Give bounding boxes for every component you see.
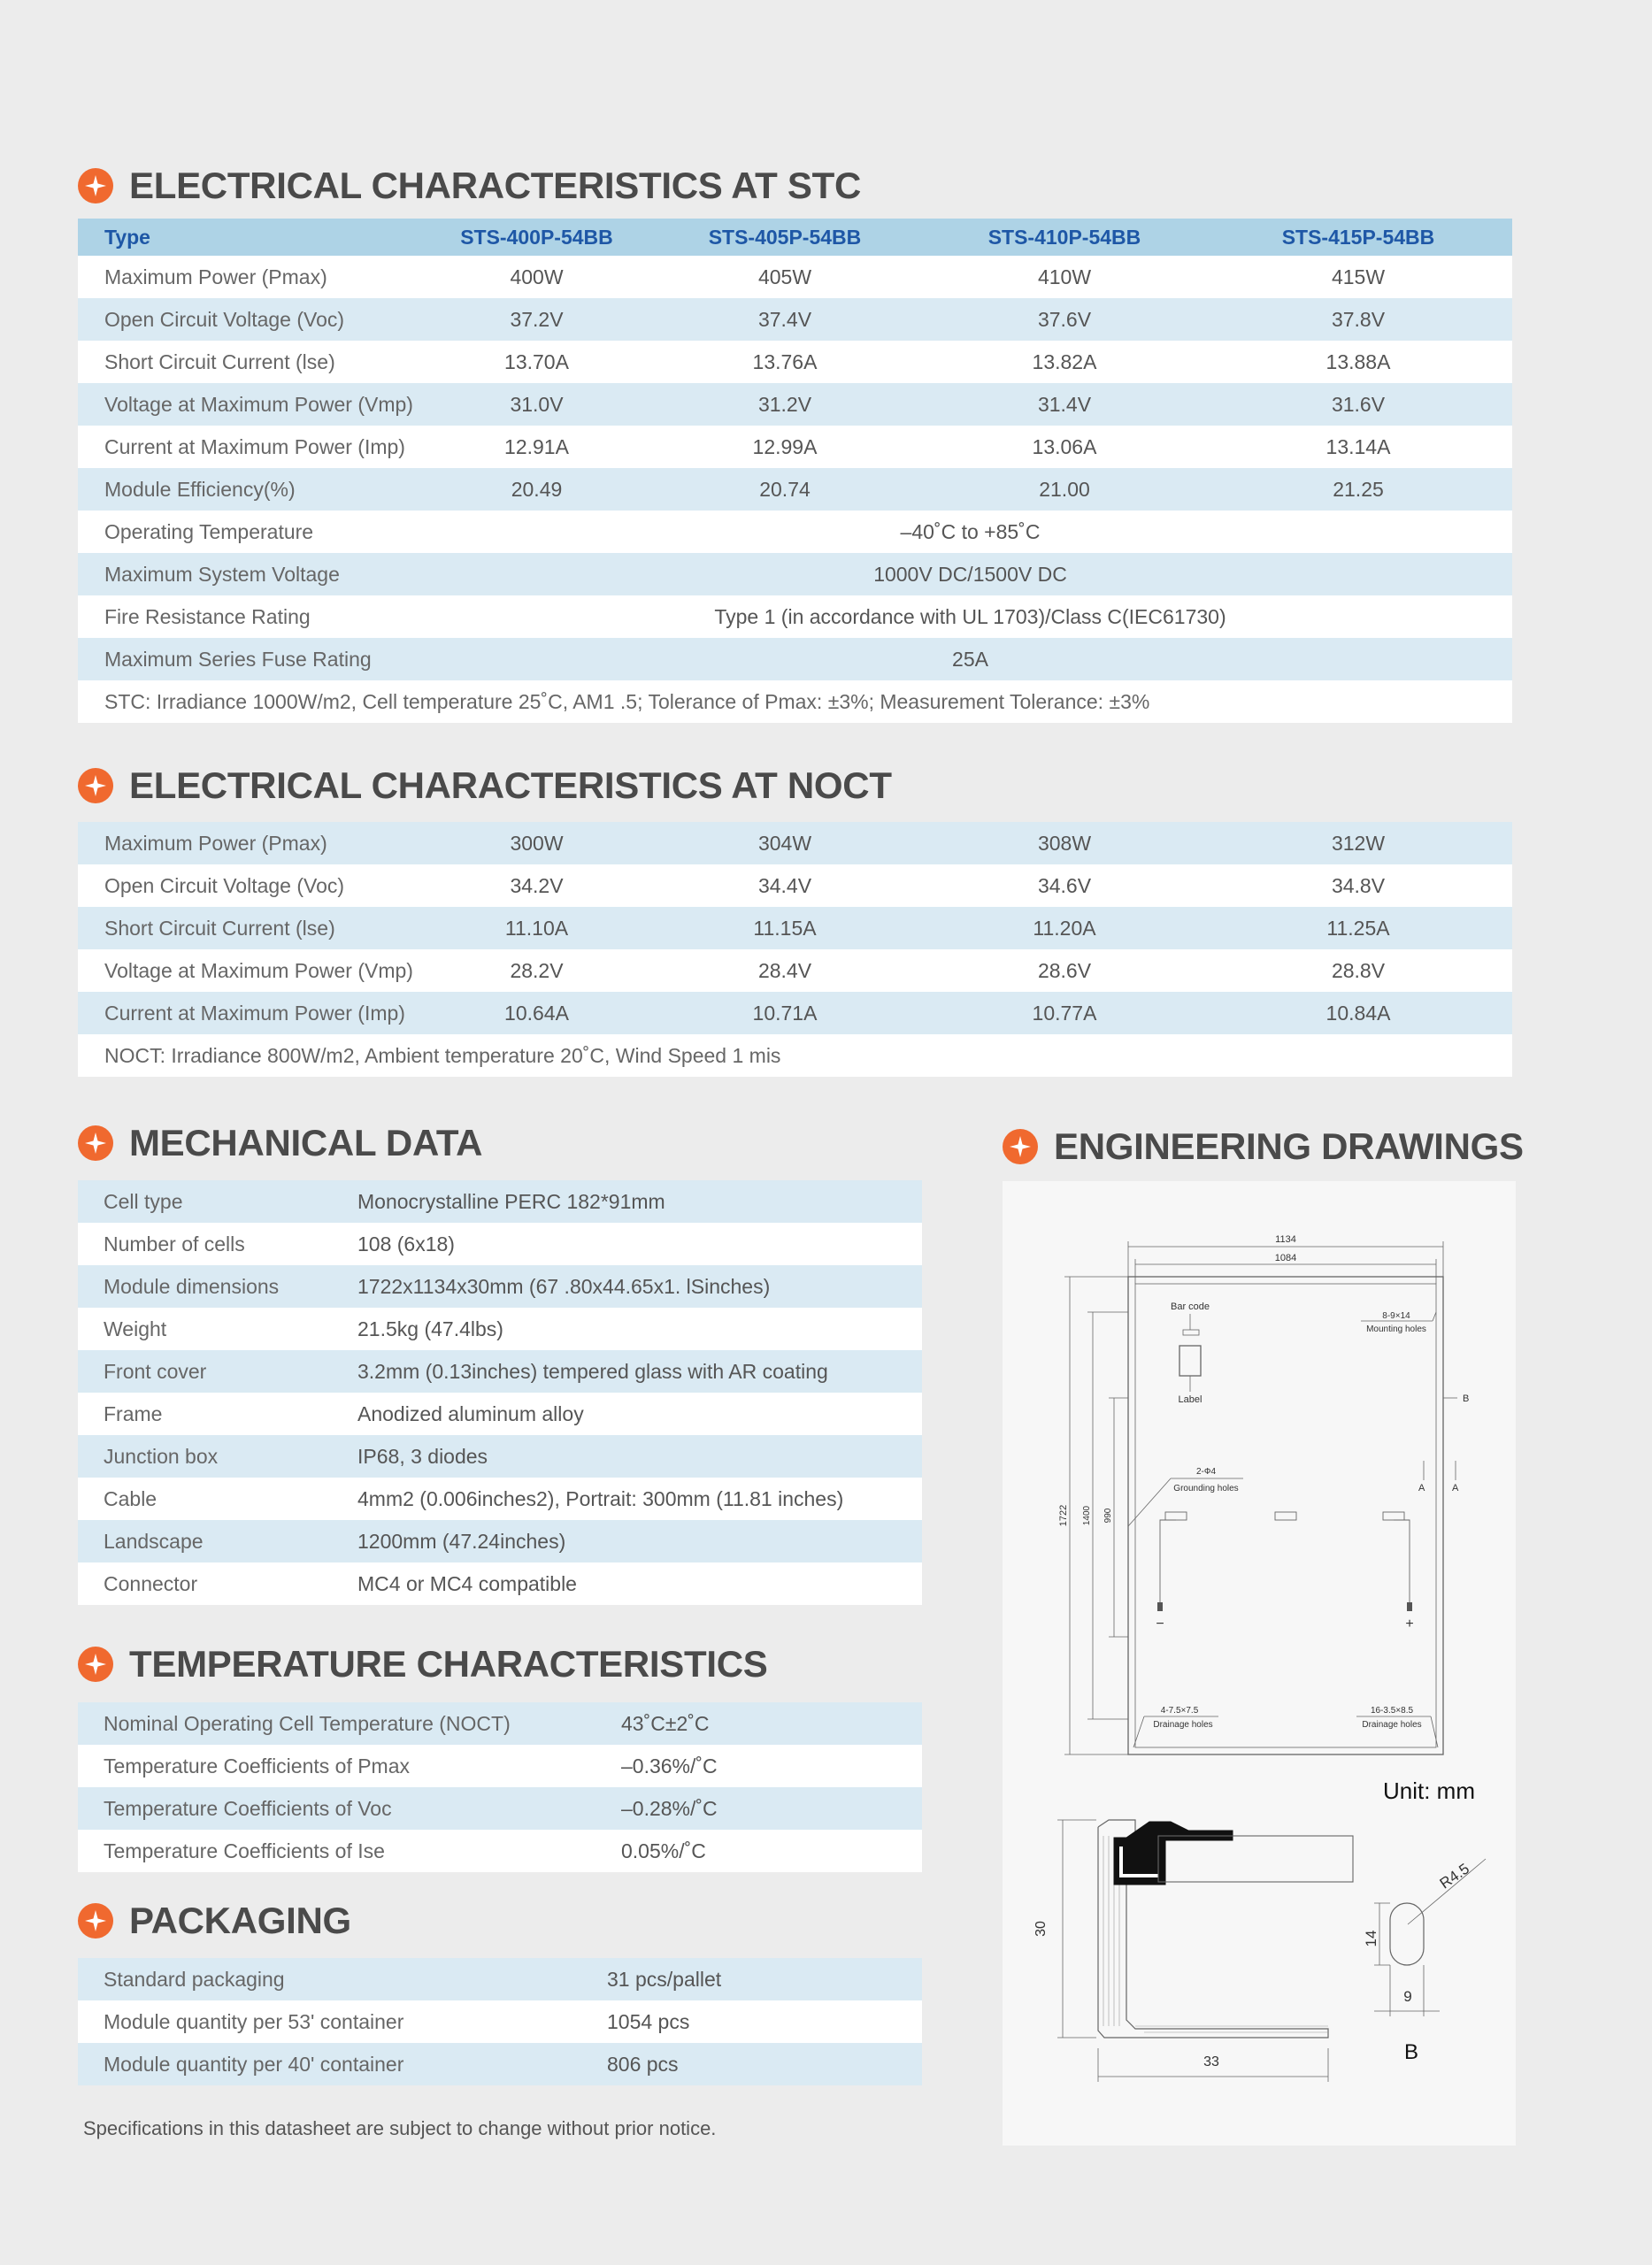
row-value: 21.5kg (47.4lbs): [357, 1308, 922, 1350]
row-label: Landscape: [78, 1520, 357, 1562]
row-value: –40˚C to +85˚C: [428, 511, 1512, 553]
row-value: 28.8V: [1204, 949, 1512, 992]
row-value: 806 pcs: [607, 2043, 922, 2085]
row-value: 13.14A: [1204, 426, 1512, 468]
noct-row: [78, 949, 1512, 992]
mechanical-row: [78, 1223, 922, 1265]
row-label: Temperature Coefficients of Ise: [78, 1830, 621, 1872]
stc-row: [78, 341, 1512, 383]
drain-right-text: Drainage holes: [1362, 1720, 1422, 1730]
row-label: Junction box: [78, 1435, 357, 1478]
header-type: Type: [78, 219, 428, 256]
plus-badge-icon: [78, 168, 113, 203]
row-value: 0.05%/˚C: [621, 1830, 922, 1872]
mechanical-title-text: MECHANICAL DATA: [129, 1122, 483, 1163]
row-label: Cable: [78, 1478, 357, 1520]
row-label: Module dimensions: [78, 1265, 357, 1308]
row-value: 10.64A: [428, 992, 645, 1034]
noct-section-title: [78, 764, 892, 807]
stc-row: [78, 468, 1512, 511]
label-rectangle: [1179, 1346, 1201, 1376]
frame-width-dim: 33: [1203, 2054, 1219, 2069]
row-value: 13.76A: [645, 341, 925, 383]
row-value: MC4 or MC4 compatible: [357, 1562, 922, 1605]
junction-box-center: [1275, 1512, 1296, 1520]
temperature-table: [78, 1702, 922, 1872]
row-label: Module quantity per 53' container: [78, 2000, 607, 2043]
temperature-row: [78, 1787, 922, 1830]
mechanical-row: [78, 1308, 922, 1350]
drawings-section-title: [1003, 1125, 1524, 1168]
slot-height-text: 14: [1363, 1930, 1379, 1947]
noct-note: NOCT: Irradiance 800W/m2, Ambient temperature 20˚C, Wind Speed 1 mis: [78, 1034, 1512, 1077]
stc-span-row: [78, 638, 1512, 680]
row-value: 37.2V: [428, 298, 645, 341]
stc-row: [78, 383, 1512, 426]
row-value: 300W: [428, 822, 645, 864]
mechanical-row: [78, 1180, 922, 1223]
row-label: Open Circuit Voltage (Voc): [78, 864, 428, 907]
mounting-size-text: 8-9×14: [1382, 1311, 1410, 1321]
row-label: Module quantity per 40' container: [78, 2043, 607, 2085]
row-label: Short Circuit Current (lse): [78, 907, 428, 949]
temperature-title-text: TEMPERATURE CHARACTERISTICS: [129, 1643, 768, 1685]
row-value: 4mm2 (0.006inches2), Portrait: 300mm (11.81 inches): [357, 1478, 922, 1520]
noct-row: [78, 864, 1512, 907]
mechanical-section-title: [78, 1122, 482, 1164]
dim-width-outer: 1134: [1275, 1234, 1296, 1245]
packaging-section-title: [78, 1900, 351, 1942]
row-label: Current at Maximum Power (Imp): [78, 992, 428, 1034]
row-label: Maximum Power (Pmax): [78, 256, 428, 298]
frame-height-dim: 30: [1033, 1921, 1049, 1937]
row-value: 10.71A: [645, 992, 925, 1034]
stc-header-row: [78, 219, 1512, 256]
packaging-row: [78, 1958, 922, 2000]
row-value: 1722x1134x30mm (67 .80x44.65x1. lSinches): [357, 1265, 922, 1308]
row-value: 13.82A: [925, 341, 1204, 383]
row-value: 108 (6x18): [357, 1223, 922, 1265]
row-value: 13.06A: [925, 426, 1204, 468]
noct-note-row: [78, 1034, 1512, 1077]
footnote: Specifications in this datasheet are subject to change without prior notice.: [83, 2117, 717, 2139]
stc-span-row: [78, 553, 1512, 595]
row-value: 34.6V: [925, 864, 1204, 907]
row-value: IP68, 3 diodes: [357, 1435, 922, 1478]
stc-title-text: ELECTRICAL CHARACTERISTICS AT STC: [129, 165, 861, 206]
junction-box-right: [1383, 1512, 1404, 1520]
row-value: 28.2V: [428, 949, 645, 992]
row-label: Connector: [78, 1562, 357, 1605]
row-value: 25A: [428, 638, 1512, 680]
row-value: 13.88A: [1204, 341, 1512, 383]
unit-text: Unit: mm: [1383, 1777, 1475, 1804]
row-value: 400W: [428, 256, 645, 298]
plus-badge-icon: [78, 1903, 113, 1939]
row-value: 31.6V: [1204, 383, 1512, 426]
detail-b-label: B: [1403, 2040, 1419, 2064]
grounding-size-text: 2-Ф4: [1195, 1467, 1217, 1477]
row-value: 11.20A: [925, 907, 1204, 949]
stc-table: [78, 219, 1512, 723]
noct-row: [78, 992, 1512, 1034]
drawings-title-text: ENGINEERING DRAWINGS: [1054, 1125, 1524, 1167]
row-value: 12.91A: [428, 426, 645, 468]
row-value: 13.70A: [428, 341, 645, 383]
row-label: Cell type: [78, 1180, 357, 1223]
row-value: 308W: [925, 822, 1204, 864]
stc-span-row: [78, 595, 1512, 638]
row-value: 3.2mm (0.13inches) tempered glass with AR coating: [357, 1350, 922, 1393]
noct-row: [78, 822, 1512, 864]
mechanical-row: [78, 1478, 922, 1520]
plus-badge-icon: [78, 1125, 113, 1161]
row-value: 31.0V: [428, 383, 645, 426]
row-value: 43˚C±2˚C: [621, 1702, 922, 1745]
a-marker-left: A: [1418, 1483, 1425, 1493]
stc-row: [78, 426, 1512, 468]
engineering-drawing: [1003, 1181, 1516, 2146]
header-model: STS-410P-54BB: [925, 219, 1204, 256]
row-value: –0.28%/˚C: [621, 1787, 922, 1830]
temperature-row: [78, 1745, 922, 1787]
slot-width-text: 9: [1403, 1988, 1412, 2005]
row-value: 37.4V: [645, 298, 925, 341]
mechanical-table: [78, 1180, 922, 1605]
slot-detail: [1390, 1903, 1424, 1965]
row-label: Maximum System Voltage: [78, 553, 428, 595]
drain-left-text: Drainage holes: [1153, 1720, 1213, 1730]
row-label: Fire Resistance Rating: [78, 595, 428, 638]
temperature-row: [78, 1830, 922, 1872]
row-label: Temperature Coefficients of Voc: [78, 1787, 621, 1830]
a-marker-right: A: [1452, 1483, 1459, 1493]
row-value: 31.4V: [925, 383, 1204, 426]
row-label: Voltage at Maximum Power (Vmp): [78, 949, 428, 992]
row-value: 31 pcs/pallet: [607, 1958, 922, 2000]
header-model: STS-405P-54BB: [645, 219, 925, 256]
bar-code-text: Bar code: [1170, 1301, 1210, 1312]
junction-box-left: [1165, 1512, 1187, 1520]
stc-note: STC: Irradiance 1000W/m2, Cell temperature 25˚C, AM1 .5; Tolerance of Pmax: ±3%; Measurement Tolerance: ±3%: [78, 680, 1512, 723]
row-value: –0.36%/˚C: [621, 1745, 922, 1787]
mechanical-row: [78, 1265, 922, 1308]
row-value: 1200mm (47.24inches): [357, 1520, 922, 1562]
row-value: 410W: [925, 256, 1204, 298]
row-value: 34.2V: [428, 864, 645, 907]
row-value: 312W: [1204, 822, 1512, 864]
temperature-section-title: [78, 1643, 767, 1685]
row-value: 37.8V: [1204, 298, 1512, 341]
row-label: Nominal Operating Cell Temperature (NOCT): [78, 1702, 621, 1745]
module-inner-frame: [1135, 1284, 1436, 1747]
noct-table: [78, 822, 1512, 1077]
stc-row: [78, 298, 1512, 341]
row-value: Type 1 (in accordance with UL 1703)/Class C(IEC61730): [428, 595, 1512, 638]
row-value: 11.15A: [645, 907, 925, 949]
row-value: 28.6V: [925, 949, 1204, 992]
row-label: Number of cells: [78, 1223, 357, 1265]
row-value: 21.00: [925, 468, 1204, 511]
row-value: 12.99A: [645, 426, 925, 468]
row-value: 405W: [645, 256, 925, 298]
glass-laminate: [1158, 1836, 1353, 1882]
dim-height-inner: 990: [1103, 1508, 1113, 1524]
row-value: 10.84A: [1204, 992, 1512, 1034]
noct-row: [78, 907, 1512, 949]
row-label: Maximum Power (Pmax): [78, 822, 428, 864]
row-value: 10.77A: [925, 992, 1204, 1034]
row-value: 31.2V: [645, 383, 925, 426]
mechanical-row: [78, 1393, 922, 1435]
stc-section-title: [78, 165, 861, 207]
stc-span-row: [78, 511, 1512, 553]
row-label: Temperature Coefficients of Pmax: [78, 1745, 621, 1787]
engineering-drawing-panel: [1003, 1181, 1516, 2146]
row-label: Short Circuit Current (lse): [78, 341, 428, 383]
stc-note-row: [78, 680, 1512, 723]
row-value: 37.6V: [925, 298, 1204, 341]
plus-badge-icon: [78, 768, 113, 803]
row-value: 20.74: [645, 468, 925, 511]
row-value: 1054 pcs: [607, 2000, 922, 2043]
temperature-row: [78, 1702, 922, 1745]
mechanical-row: [78, 1350, 922, 1393]
row-label: Maximum Series Fuse Rating: [78, 638, 428, 680]
packaging-title-text: PACKAGING: [129, 1900, 351, 1941]
row-value: 28.4V: [645, 949, 925, 992]
row-label: Open Circuit Voltage (Voc): [78, 298, 428, 341]
mechanical-row: [78, 1435, 922, 1478]
row-label: Current at Maximum Power (Imp): [78, 426, 428, 468]
row-label: Weight: [78, 1308, 357, 1350]
mechanical-row: [78, 1520, 922, 1562]
row-value: 21.25: [1204, 468, 1512, 511]
noct-title-text: ELECTRICAL CHARACTERISTICS AT NOCT: [129, 764, 892, 806]
row-label: Frame: [78, 1393, 357, 1435]
plus-badge-icon: [1003, 1129, 1038, 1164]
row-value: Anodized aluminum alloy: [357, 1393, 922, 1435]
row-label: Standard packaging: [78, 1958, 607, 2000]
plus-badge-icon: [78, 1647, 113, 1682]
packaging-row: [78, 2000, 922, 2043]
packaging-table: [78, 1958, 922, 2085]
row-value: 11.25A: [1204, 907, 1512, 949]
drain-right-size-text: 16-3.5×8.5: [1370, 1706, 1414, 1716]
grounding-holes-text: Grounding holes: [1173, 1484, 1239, 1493]
row-label: Operating Temperature: [78, 511, 428, 553]
row-value: 415W: [1204, 256, 1512, 298]
dim-width-inner: 1084: [1274, 1253, 1297, 1263]
row-value: 11.10A: [428, 907, 645, 949]
row-value: 20.49: [428, 468, 645, 511]
dim-height-mid: 1400: [1082, 1505, 1092, 1526]
row-value: Monocrystalline PERC 182*91mm: [357, 1180, 922, 1223]
mounting-holes-text: Mounting holes: [1366, 1324, 1426, 1334]
module-outline: [1128, 1277, 1443, 1754]
dim-height-outer: 1722: [1058, 1504, 1069, 1527]
header-model: STS-400P-54BB: [428, 219, 645, 256]
row-label: Module Efficiency(%): [78, 468, 428, 511]
slot-radius-text: R4.5: [1436, 1860, 1473, 1893]
row-label: Front cover: [78, 1350, 357, 1393]
b-marker: B: [1463, 1394, 1470, 1404]
header-model: STS-415P-54BB: [1204, 219, 1512, 256]
row-value: 34.4V: [645, 864, 925, 907]
label-text: Label: [1178, 1394, 1203, 1405]
mechanical-row: [78, 1562, 922, 1605]
row-value: 304W: [645, 822, 925, 864]
minus-terminal: −: [1156, 1616, 1164, 1632]
plus-terminal: +: [1405, 1616, 1414, 1632]
packaging-row: [78, 2043, 922, 2085]
row-value: 34.8V: [1204, 864, 1512, 907]
row-label: Voltage at Maximum Power (Vmp): [78, 383, 428, 426]
stc-row: [78, 256, 1512, 298]
row-value: 1000V DC/1500V DC: [428, 553, 1512, 595]
drain-left-size-text: 4-7.5×7.5: [1160, 1706, 1199, 1716]
